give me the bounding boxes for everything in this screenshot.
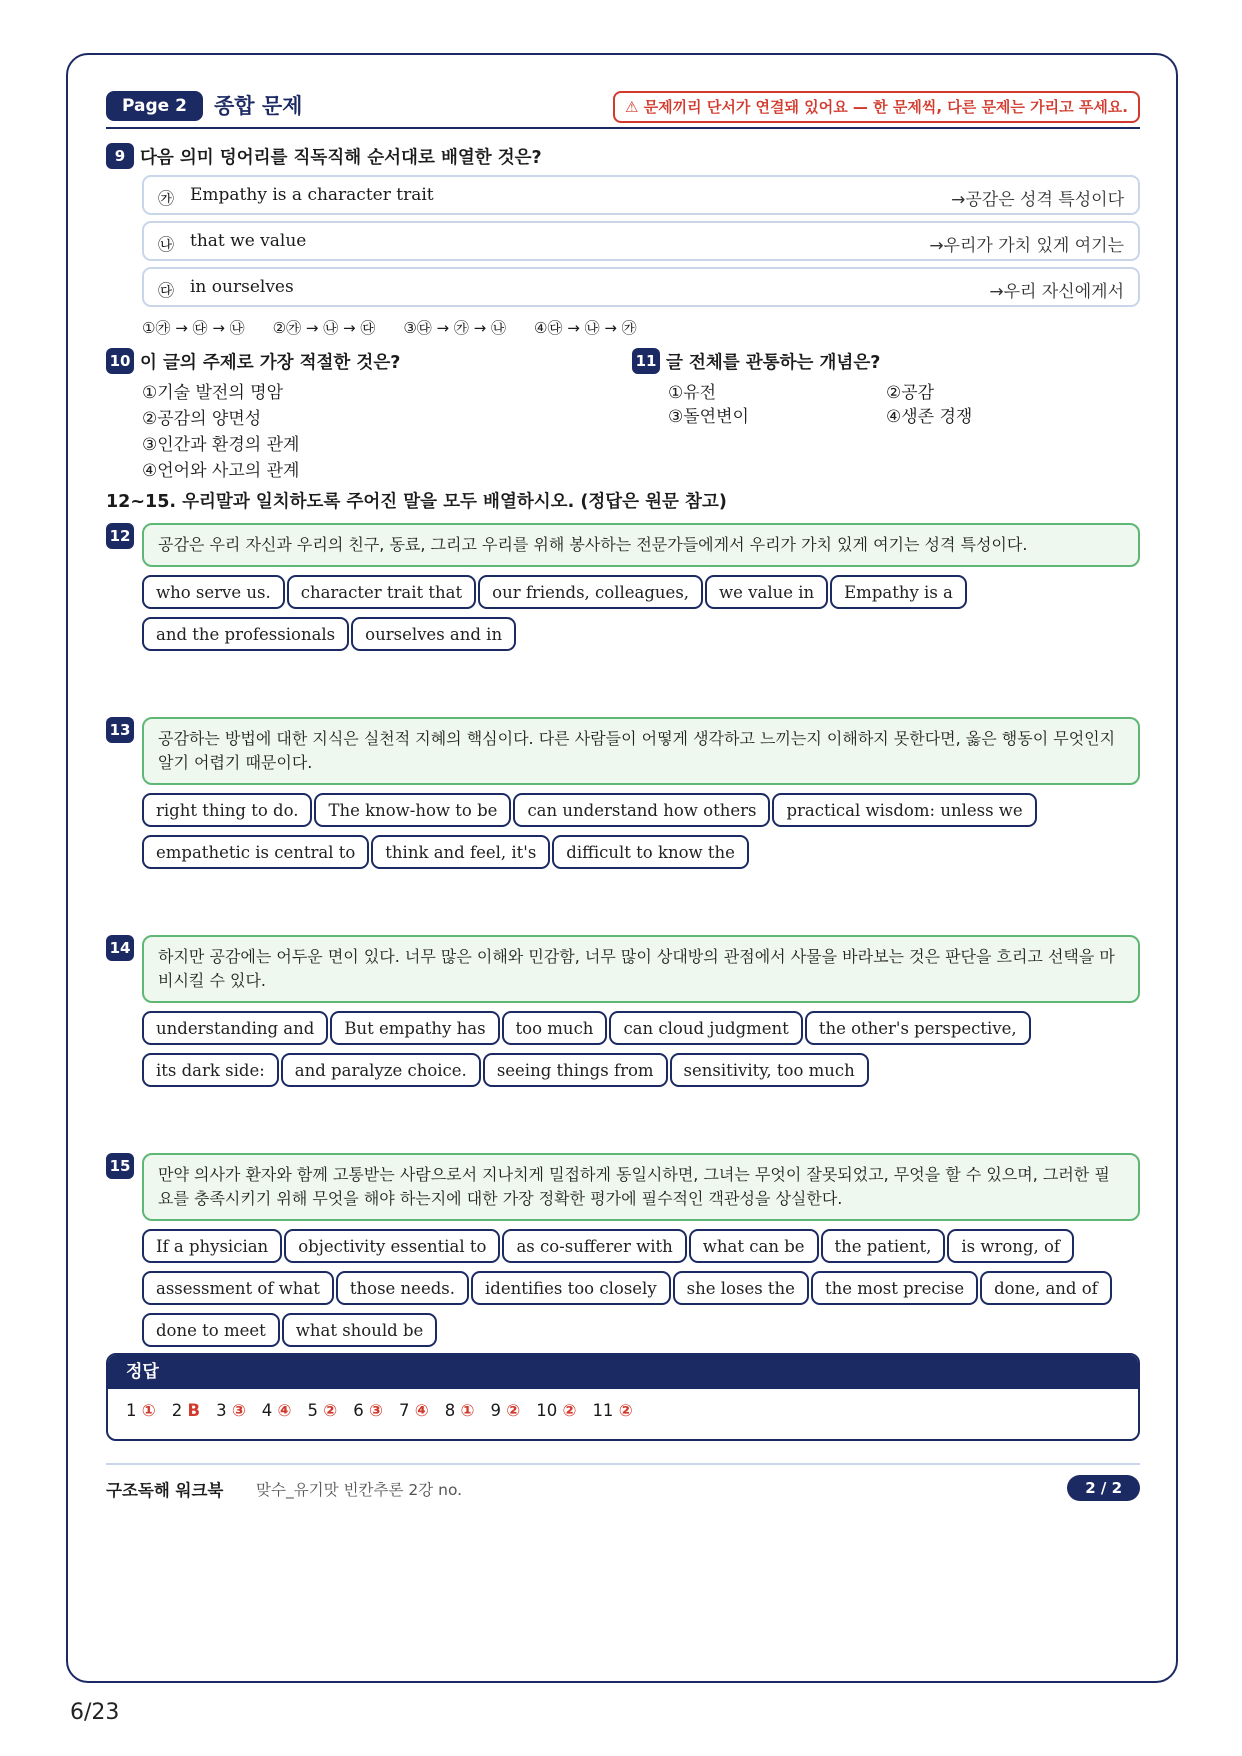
answer-number: 7: [399, 1401, 415, 1420]
answer-key: [106, 1353, 1140, 1441]
word-tiles: [142, 1229, 1140, 1355]
question-9: [106, 143, 1140, 169]
workbook-title: 구조독해 워크북: [106, 1481, 224, 1500]
word-tiles: [142, 575, 1140, 659]
answer-choice: ①: [460, 1401, 475, 1420]
answer-item: [262, 1401, 292, 1420]
question-number: 13: [106, 717, 134, 743]
chunk-english: in ourselves: [190, 277, 294, 297]
korean-sentence: 공감은 우리 자신과 우리의 친구, 동료, 그리고 우리를 위해 봉사하는 전문가들에게서 우리가 가치 있게 여기는 성격 특성이다.: [142, 523, 1140, 567]
word-tile[interactable]: is wrong, of: [947, 1229, 1074, 1263]
word-tile[interactable]: objectivity essential to: [284, 1229, 500, 1263]
word-tile[interactable]: as co-sufferer with: [502, 1229, 686, 1263]
answer-choice: ②: [506, 1401, 521, 1420]
question-10: [106, 348, 606, 484]
word-tile[interactable]: can understand how others: [513, 793, 770, 827]
answer-number: 6: [353, 1401, 370, 1420]
answer-item: [172, 1401, 200, 1420]
word-tile[interactable]: can cloud judgment: [609, 1011, 802, 1045]
word-tile[interactable]: But empathy has: [330, 1011, 499, 1045]
answer-choice: ②: [618, 1401, 633, 1420]
word-tile[interactable]: seeing things from: [483, 1053, 668, 1087]
word-tile[interactable]: and the professionals: [142, 617, 349, 651]
question-number: 11: [632, 348, 660, 374]
word-tile[interactable]: assessment of what: [142, 1271, 334, 1305]
answer-number: 5: [307, 1401, 324, 1420]
answer-item: [490, 1401, 520, 1420]
option-item[interactable]: ④생존 경쟁: [886, 407, 973, 427]
question-number: 14: [106, 935, 134, 961]
chunk-english: Empathy is a character trait: [190, 185, 434, 205]
order-options: [142, 317, 1140, 338]
worksheet-page: [66, 53, 1178, 1683]
chunk-symbol: ㉮: [158, 189, 175, 208]
answer-number: 9: [490, 1401, 507, 1420]
answer-choice: ②: [323, 1401, 338, 1420]
option-item[interactable]: ①유전: [668, 383, 717, 403]
chunk-list: [106, 175, 1140, 307]
answer-item: [308, 1401, 338, 1420]
chunk-korean: →우리 자신에게서: [989, 282, 1124, 302]
word-tiles: [142, 793, 1140, 877]
korean-sentence: 하지만 공감에는 어두운 면이 있다. 너무 많은 이해와 민감함, 너무 많이 상대방의 관점에서 사물을 바라보는 것은 판단을 흐리고 선택을 마비시킬 수 있다.: [142, 935, 1140, 1003]
arrange-question: [106, 717, 1140, 877]
option-item[interactable]: ②공감: [886, 383, 935, 403]
word-tile[interactable]: too much: [502, 1011, 608, 1045]
answer-choice: ③: [231, 1401, 246, 1420]
chunk-symbol: ㉰: [158, 281, 175, 300]
answer-choice: ③: [369, 1401, 383, 1420]
arrange-question: [106, 523, 1140, 659]
arrange-question: [106, 1153, 1140, 1355]
chunk-symbol: ㉯: [158, 235, 175, 254]
order-option[interactable]: ③㉰ → ㉮ → ㉯: [403, 319, 507, 337]
answer-choice: B: [187, 1401, 201, 1420]
question-number: 12: [106, 523, 134, 549]
answer-number: 3: [216, 1401, 232, 1420]
option-item[interactable]: ③돌연변이: [668, 407, 749, 427]
option-list: [106, 380, 606, 484]
answer-number: 4: [261, 1401, 278, 1420]
page-indicator: 2 / 2: [1067, 1475, 1140, 1501]
arrange-question: [106, 935, 1140, 1095]
questions-10-11: [106, 348, 1140, 482]
word-tile[interactable]: character trait that: [287, 575, 476, 609]
answer-item: [399, 1401, 429, 1420]
answer-item: [353, 1401, 383, 1420]
word-tile[interactable]: identifies too closely: [471, 1271, 671, 1305]
word-tile[interactable]: what should be: [282, 1313, 438, 1347]
answer-item: [592, 1401, 632, 1420]
chunk-korean: →우리가 가치 있게 여기는: [929, 236, 1124, 256]
word-tile[interactable]: think and feel, it's: [371, 835, 550, 869]
answer-number: 1: [126, 1401, 142, 1420]
order-option[interactable]: ④㉰ → ㉯ → ㉮: [534, 319, 637, 337]
question-number: 10: [106, 348, 134, 374]
question-text: 이 글의 주제로 가장 적절한 것은?: [140, 352, 401, 373]
word-tile[interactable]: we value in: [705, 575, 828, 609]
word-tile[interactable]: The know-how to be: [314, 793, 511, 827]
answer-list: [108, 1389, 1138, 1420]
workbook-subtitle: 맞수_유기맛 빈칸추론 2강 no.: [256, 1481, 463, 1499]
question-text: 글 전체를 관통하는 개념은?: [666, 352, 881, 373]
word-tile[interactable]: those needs.: [336, 1271, 469, 1305]
section-title: 종합 문제: [214, 94, 303, 118]
word-tile[interactable]: and paralyze choice.: [281, 1053, 481, 1087]
meaning-chunk: [142, 221, 1140, 261]
answer-item: [126, 1401, 156, 1420]
worksheet-content: [106, 91, 1140, 1500]
word-tiles: [142, 1011, 1140, 1095]
word-tile[interactable]: the other's perspective,: [805, 1011, 1031, 1045]
option-item[interactable]: ②공감의 양면성: [142, 409, 262, 429]
meaning-chunk: [142, 267, 1140, 307]
option-item[interactable]: ①기술 발전의 명암: [142, 383, 284, 403]
chunk-korean: →공감은 성격 특성이다: [951, 190, 1124, 210]
word-tile[interactable]: right thing to do.: [142, 793, 312, 827]
order-option[interactable]: ①㉮ → ㉰ → ㉯: [142, 319, 245, 337]
chunk-english: that we value: [190, 231, 307, 251]
order-option[interactable]: ②㉮ → ㉯ → ㉰: [272, 319, 376, 337]
word-tile[interactable]: practical wisdom: unless we: [772, 793, 1036, 827]
word-tile[interactable]: the patient,: [821, 1229, 946, 1263]
document-page-count: 6/23: [70, 1700, 120, 1725]
word-tile[interactable]: what can be: [689, 1229, 819, 1263]
word-tile[interactable]: understanding and: [142, 1011, 328, 1045]
word-tile[interactable]: empathetic is central to: [142, 835, 369, 869]
answer-number: 2: [171, 1401, 188, 1420]
question-number: 9: [106, 143, 134, 169]
warning-banner: ⚠ 문제끼리 단서가 연결돼 있어요 — 한 문제씩, 다른 문제는 가리고 푸세요.: [613, 91, 1140, 123]
word-tile[interactable]: its dark side:: [142, 1053, 279, 1087]
option-item[interactable]: ④언어와 사고의 관계: [142, 461, 300, 481]
answer-item: [536, 1401, 576, 1420]
page-footer: [106, 1463, 1140, 1505]
korean-sentence: 공감하는 방법에 대한 지식은 실천적 지혜의 핵심이다. 다른 사람들이 어떻게 생각하고 느끼는지 이해하지 못한다면, 옳은 행동이 무엇인지 알기 어렵기 때문이다.: [142, 717, 1140, 785]
page-header: [106, 91, 1140, 129]
word-tile[interactable]: If a physician: [142, 1229, 282, 1263]
word-tile[interactable]: she loses the: [673, 1271, 809, 1305]
arrange-questions: [106, 523, 1140, 1355]
word-tile[interactable]: done to meet: [142, 1313, 280, 1347]
word-tile[interactable]: the most precise: [811, 1271, 978, 1305]
page-badge: Page 2: [106, 91, 203, 121]
meaning-chunk: [142, 175, 1140, 215]
arrange-heading: 12~15. 우리말과 일치하도록 주어진 말을 모두 배열하시오. (정답은 원문 참고): [106, 492, 727, 512]
answer-choice: ①: [141, 1401, 156, 1420]
word-tile[interactable]: sensitivity, too much: [670, 1053, 869, 1087]
word-tile[interactable]: ourselves and in: [351, 617, 516, 651]
word-tile[interactable]: Empathy is a: [830, 575, 967, 609]
word-tile[interactable]: difficult to know the: [552, 835, 749, 869]
answer-choice: ④: [414, 1401, 429, 1420]
question-text: 다음 의미 덩어리를 직독직해 순서대로 배열한 것은?: [140, 147, 542, 168]
question-number: 15: [106, 1153, 134, 1179]
answer-key-title: 정답: [108, 1355, 1138, 1389]
korean-sentence: 만약 의사가 환자와 함께 고통받는 사람으로서 지나치게 밀접하게 동일시하면, 그녀는 무엇이 잘못되었고, 무엇을 할 수 있으며, 그러한 필요를 충족시키기 위해 무엇을 해야 하는지에 대한 가장 정확한 평가에 필수적인 객관성을 상실한다.: [142, 1153, 1140, 1221]
answer-number: 11: [592, 1401, 619, 1420]
answer-number: 10: [536, 1401, 563, 1420]
answer-item: [216, 1401, 246, 1420]
word-tile[interactable]: who serve us.: [142, 575, 285, 609]
answer-choice: ②: [562, 1401, 577, 1420]
word-tile[interactable]: done, and of: [980, 1271, 1112, 1305]
word-tile[interactable]: our friends, colleagues,: [478, 575, 703, 609]
answer-item: [445, 1401, 475, 1420]
question-11: [632, 348, 1132, 478]
answer-choice: ④: [277, 1401, 292, 1420]
answer-number: 8: [444, 1401, 461, 1420]
option-item[interactable]: ③인간과 환경의 관계: [142, 435, 300, 455]
